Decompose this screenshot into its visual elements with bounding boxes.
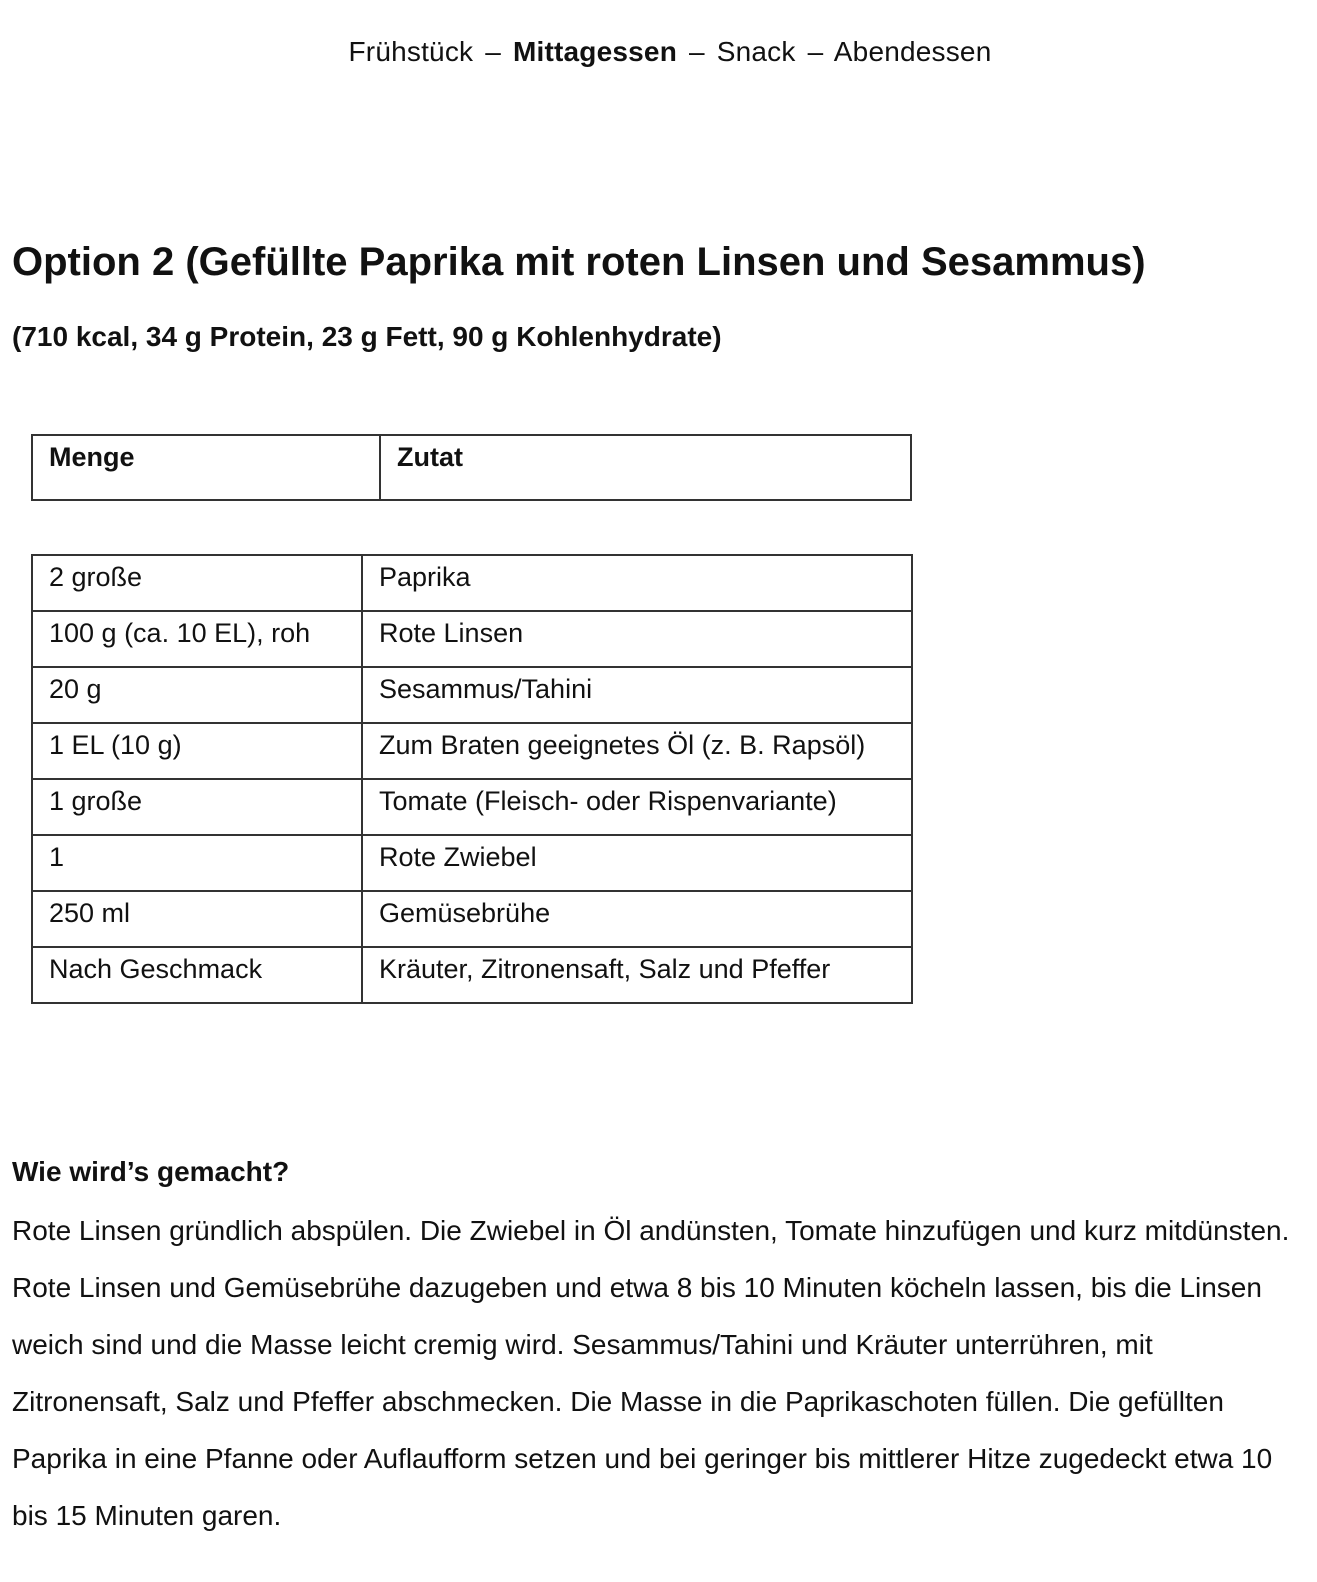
ingredient-cell: Paprika — [362, 555, 912, 611]
quantity-cell: 20 g — [32, 667, 362, 723]
ingredient-cell: Rote Zwiebel — [362, 835, 912, 891]
nav-item-mittagessen[interactable]: Mittagessen — [512, 36, 678, 67]
ingredient-cell: Tomate (Fleisch- oder Rispenvariante) — [362, 779, 912, 835]
quantity-cell: 1 große — [32, 779, 362, 835]
recipe-title: Option 2 (Gefüllte Paprika mit roten Linsen und Sesammus) — [12, 240, 1146, 284]
instructions-text: Rote Linsen gründlich abspülen. Die Zwiebel in Öl andünsten, Tomate hinzufügen und kurz mitdünsten. Rote Linsen und Gemüsebrühe dazugeben und etwa 8 bis 10 Minuten köcheln lassen, bis die Linsen weich sind und die Masse leicht cremig wird. Sesammus/Tahini und Kräuter unterrühren, mit Zitronensaft, Salz und Pfeffer abschmecken. Die Masse in die Paprikaschoten füllen. Die gefüllten Paprika in eine Pfanne oder Auflaufform setzen und bei geringer bis mittlerer Hitze zugedeckt etwa 10 bis 15 Minuten garen. — [12, 1215, 1290, 1531]
meal-navigation — [0, 36, 1317, 68]
quantity-cell: 1 EL (10 g) — [32, 723, 362, 779]
quantity-cell: 2 große — [32, 555, 362, 611]
table-row — [32, 723, 912, 779]
table-row — [32, 667, 912, 723]
quantity-cell: 250 ml — [32, 891, 362, 947]
nav-item-snack[interactable]: Snack — [716, 36, 796, 67]
nav-separator: – — [485, 36, 501, 67]
table-row — [32, 611, 912, 667]
ingredient-cell: Gemüsebrühe — [362, 891, 912, 947]
table-row — [32, 555, 912, 611]
instructions-heading: Wie wird’s gemacht? — [12, 1156, 290, 1187]
table-row — [32, 779, 912, 835]
nav-separator: – — [807, 36, 824, 67]
ingredient-cell: Sesammus/Tahini — [362, 667, 912, 723]
nav-item-fruehstueck[interactable]: Frühstück — [348, 36, 474, 67]
ingredient-cell: Rote Linsen — [362, 611, 912, 667]
ingredients-table — [31, 554, 913, 1004]
nav-separator: – — [689, 36, 705, 67]
table-row — [32, 947, 912, 1003]
header-menge: Menge — [32, 435, 380, 500]
nav-item-abendessen[interactable]: Abendessen — [833, 36, 992, 67]
ingredients-header-table — [31, 434, 912, 501]
quantity-cell: Nach Geschmack — [32, 947, 362, 1003]
quantity-cell: 100 g (ca. 10 EL), roh — [32, 611, 362, 667]
quantity-cell: 1 — [32, 835, 362, 891]
recipe-macros: (710 kcal, 34 g Protein, 23 g Fett, 90 g Kohlenhydrate) — [12, 321, 722, 352]
ingredient-cell: Kräuter, Zitronensaft, Salz und Pfeffer — [362, 947, 912, 1003]
table-row — [32, 835, 912, 891]
ingredient-cell: Zum Braten geeignetes Öl (z. B. Rapsöl) — [362, 723, 912, 779]
table-header-row — [32, 435, 911, 500]
table-row — [32, 891, 912, 947]
header-zutat: Zutat — [380, 435, 911, 500]
